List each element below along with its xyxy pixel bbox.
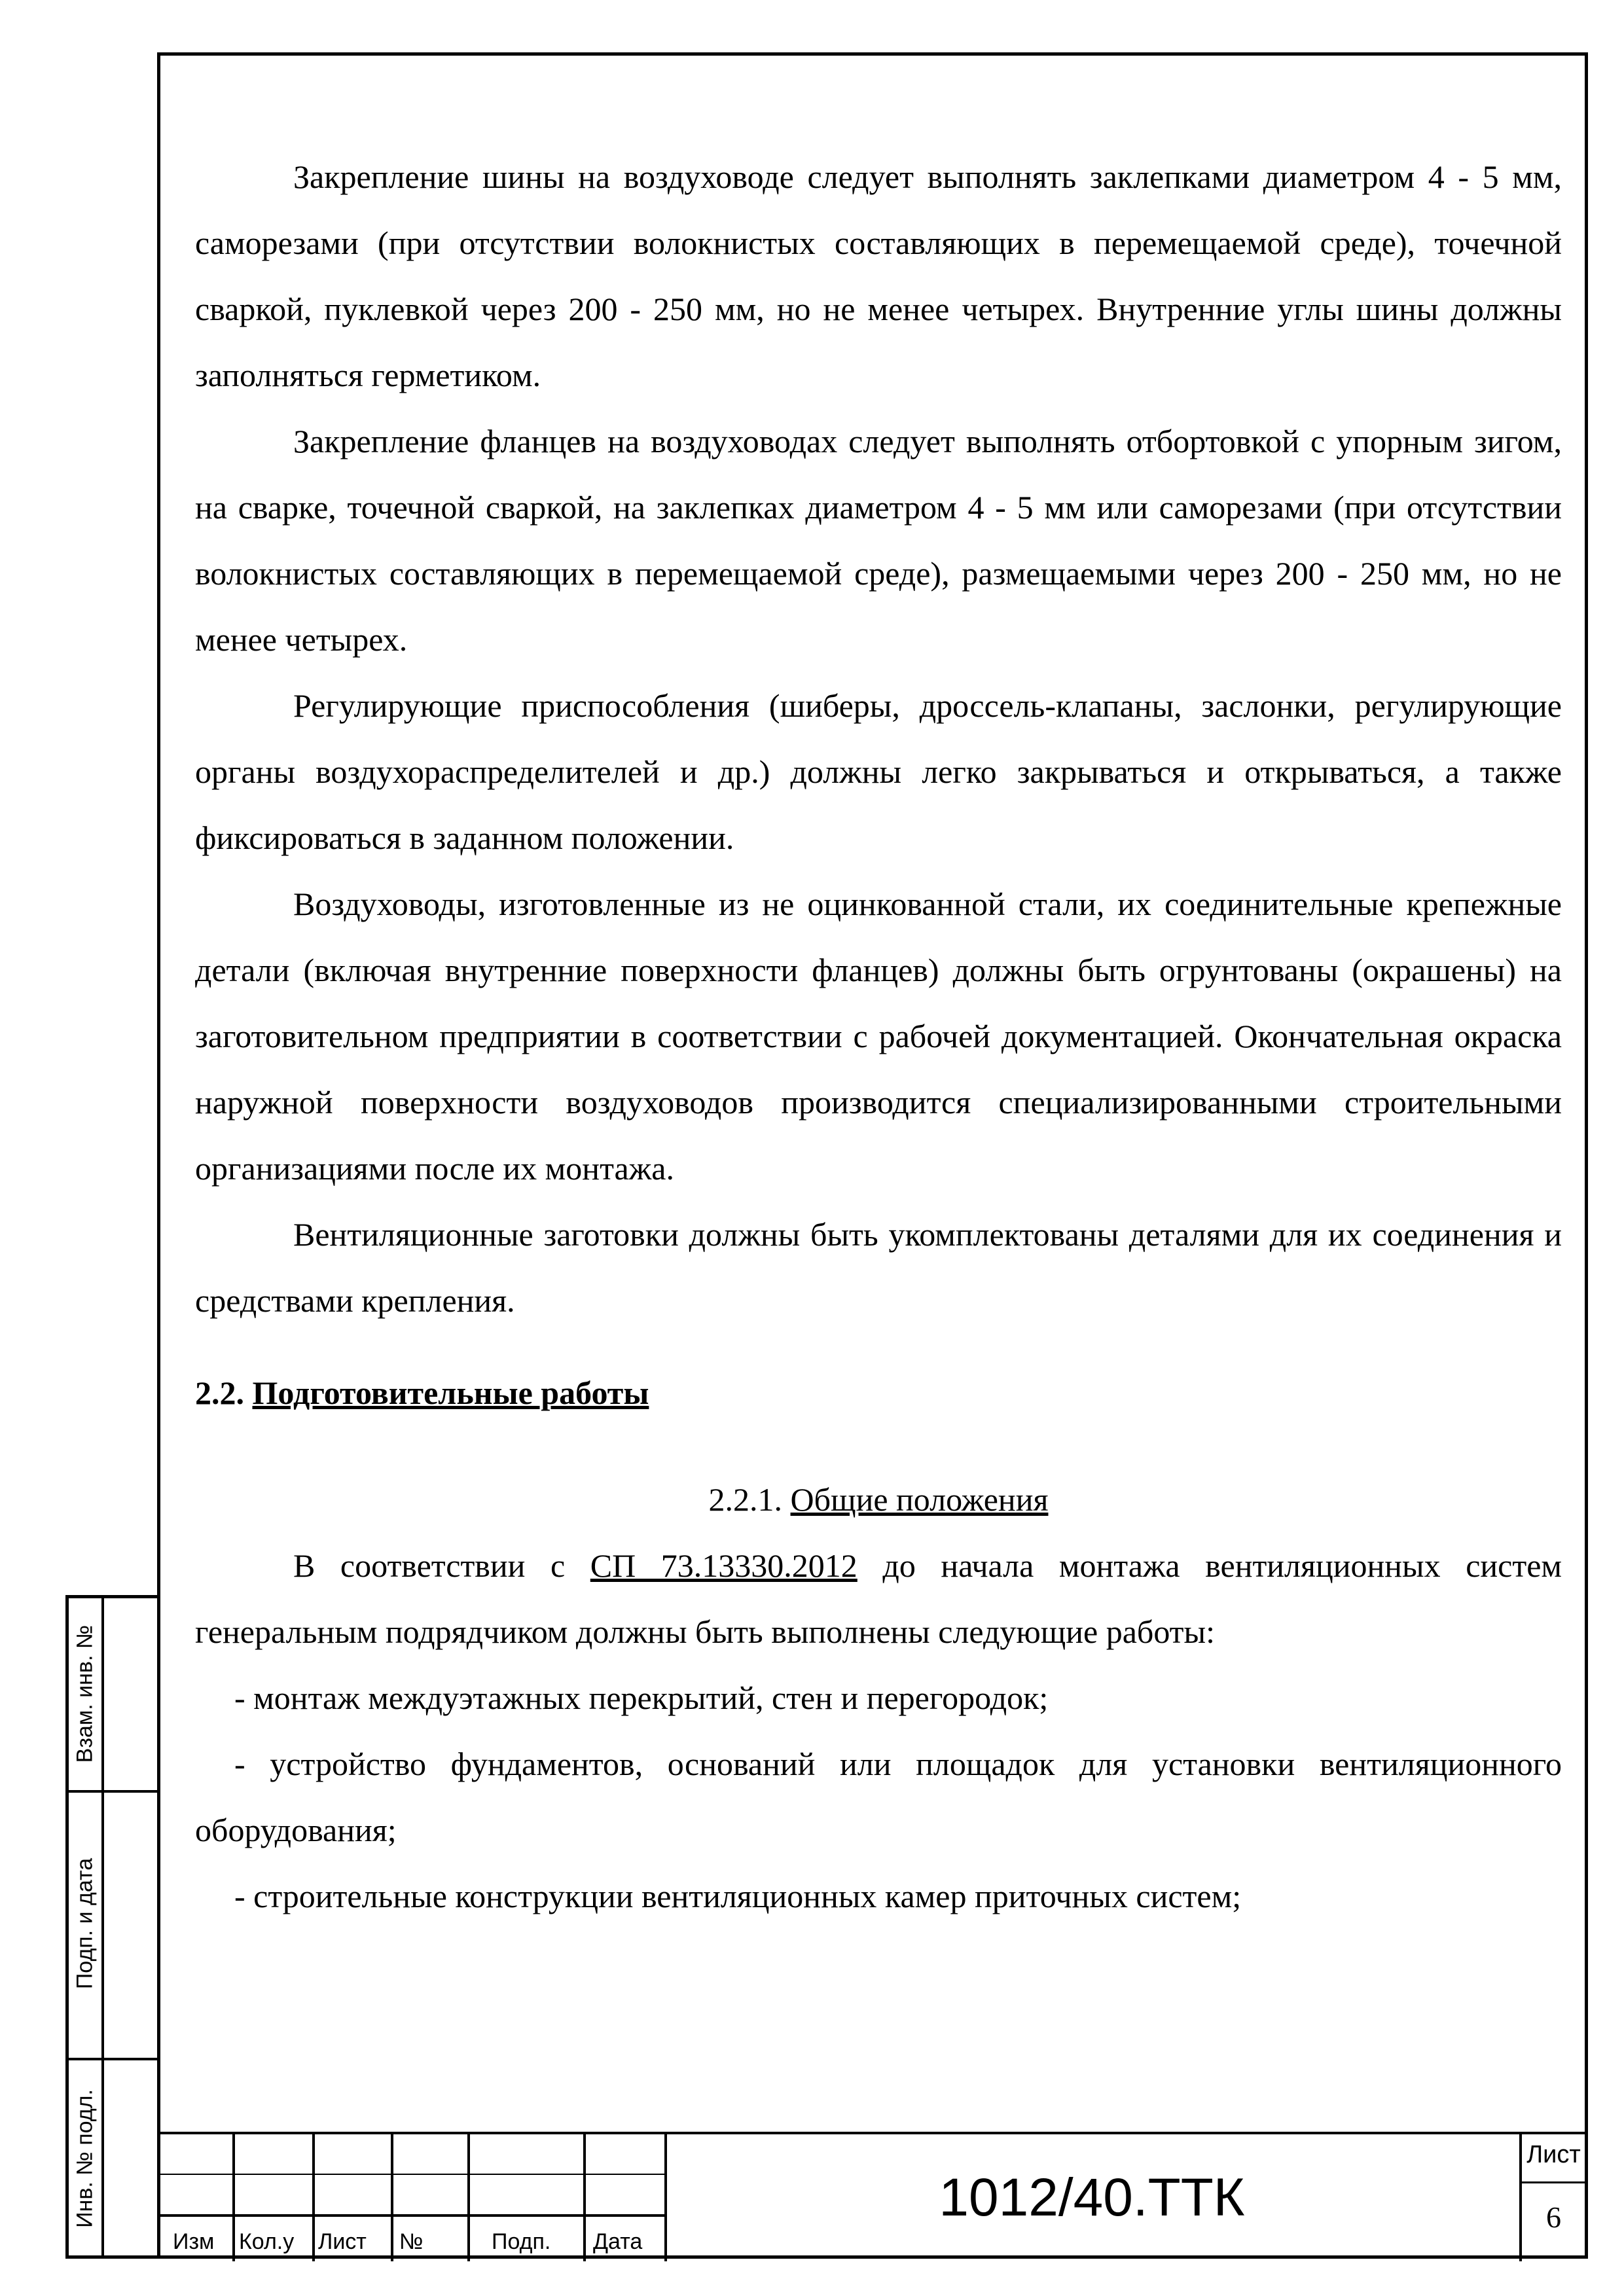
column-label-signature: Подп. [492,2229,551,2254]
document-code: 1012/40.ТТК [939,2168,1245,2227]
section-heading [195,1360,1562,1426]
side-stamp [65,1595,157,2259]
replace-inventory-label: Взам. инв. № [72,1624,98,1763]
document-body [195,144,1562,1929]
column-label-sheet: Лист [318,2229,367,2254]
column-label-quantity: Кол.у [239,2229,295,2254]
paragraph-text-after-link: до начала монтажа вентиляционных систем генеральным подрядчиком должны быть выполнены следующие работы: [195,1547,1562,1650]
paragraph-bus-fastening: Закрепление шины на воздуховоде следует выполнять заклепками диаметром 4 - 5 мм, саморезами (при отсутствии волокнистых составляющих в перемещаемой среде), точечной сваркой, пуклевкой через 200 - 250 мм, но не менее четырех. Внутренние углы шины должны заполняться герметиком. [195,158,1562,393]
title-block-divider [232,2134,235,2261]
subsection-title: Общие положения [790,1481,1049,1518]
standard-link[interactable]: СП 73.13330.2012 [590,1547,857,1584]
title-block-row-divider [157,2214,664,2217]
sheet-divider [1519,2181,1588,2183]
section-title: Подготовительные работы [252,1374,649,1411]
title-block-divider [467,2134,470,2261]
list-item: - строительные конструкции вентиляционных камер приточных систем; [234,1878,1242,1914]
title-block [157,2132,1588,2259]
title-block-divider [583,2134,586,2261]
side-stamp-row-divider [69,1790,160,1793]
list-item: - устройство фундаментов, оснований или площадок для установки вентиляционного оборудования; [195,1746,1562,1848]
side-stamp-row-divider [69,2058,160,2060]
title-block-divider [312,2134,315,2261]
list-item: - монтаж междуэтажных перекрытий, стен и перегородок; [234,1679,1049,1716]
sign-date-label: Подп. и дата [72,1857,98,1990]
sheet-label: Лист [1526,2141,1581,2168]
column-label-number: № [399,2229,424,2254]
title-block-row-divider [157,2174,664,2175]
column-label-change: Изм [173,2229,215,2254]
section-number: 2.2. [195,1374,244,1411]
paragraph-flange-fastening: Закрепление фланцев на воздуховодах следует выполнять отбортовкой с упорным зигом, на сварке, точечной сваркой, на заклепках диаметром 4 - 5 мм или саморезами (при отсутствии волокнистых составляющих в перемещаемой среде), размещаемыми через 200 - 250 мм, но не менее четырех. [195,423,1562,658]
title-block-divider [391,2134,393,2261]
subsection-number: 2.2.1. [708,1481,783,1518]
side-stamp-divider [101,1598,104,2255]
column-label-date: Дата [593,2229,643,2254]
paragraph-regulating-devices: Регулирующие приспособления (шиберы, дроссель-клапаны, заслонки, регулирующие органы воздухораспределителей и др.) должны легко закрываться и открываться, а также фиксироваться в заданном положении. [195,687,1562,856]
paragraph-text-before-link: В соответствии с [293,1547,566,1584]
sheet-number: 6 [1546,2200,1561,2234]
paragraph-duct-painting: Воздуховоды, изготовленные из не оцинкованной стали, их соединительные крепежные детали (включая внутренние поверхности фланцев) должны быть огрунтованы (окрашены) на заготовительном предприятии в соответствии с рабочей документацией. Окончательная окраска наружной поверхности воздуховодов производится специализированными строительными организациями после их монтажа. [195,886,1562,1187]
paragraph-preparatory-works [195,1533,1562,1665]
original-inventory-label: Инв. № подл. [72,2089,98,2228]
subsection-heading [195,1467,1562,1533]
paragraph-ventilation-blanks: Вентиляционные заготовки должны быть укомплектованы деталями для их соединения и средствами крепления. [195,1216,1562,1319]
